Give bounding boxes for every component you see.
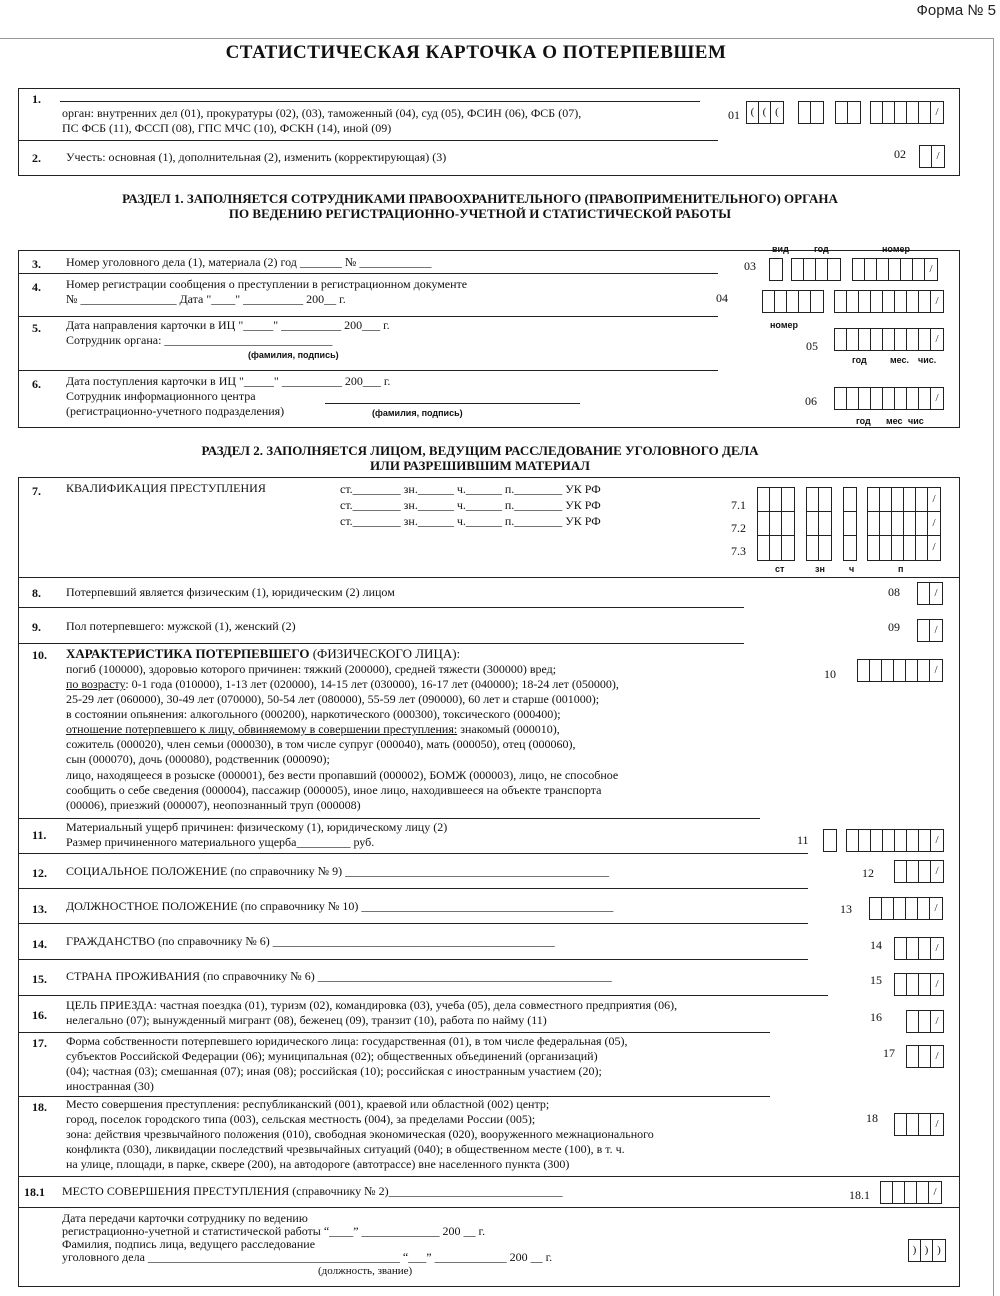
item10-heading-bold: ХАРАКТЕРИСТИКА ПОТЕРПЕВШЕГО (66, 646, 310, 661)
divider (18, 923, 808, 924)
item3-label-god: год (814, 244, 829, 254)
item11-code: 11 (797, 833, 809, 847)
item6-code: 06 (805, 394, 817, 408)
item5-label-mes: мес. (890, 355, 910, 365)
item10-code: 10 (824, 667, 836, 681)
section1-heading-line1: РАЗДЕЛ 1. ЗАПОЛНЯЕТСЯ СОТРУДНИКАМИ ПРАВООХРАНИТЕЛЬНОГО (ПРАВОПРИМЕНИТЕЛЬНОГО) ОРГАНА (122, 191, 838, 206)
item7-code-1: 7.1 (731, 498, 746, 512)
item1-code: 01 (728, 108, 740, 122)
divider (18, 888, 808, 889)
item17-text-line2: субъектов Российской Федерации (06); муниципальная (02); общественных объединений (организаций) (66, 1049, 598, 1063)
item1-code-cells-b[interactable] (798, 101, 824, 124)
item17-code-cells[interactable]: / (906, 1045, 944, 1068)
item17-text-line4: иностранная (30) (66, 1079, 154, 1093)
item3-cells-vid[interactable] (769, 258, 783, 281)
item15-code-cells[interactable]: / (894, 973, 944, 996)
item10-line7: сын (000070), дочь (000080), родственник (000090); (66, 752, 330, 766)
item6-label-god: год (856, 416, 871, 426)
item10-heading (66, 646, 460, 661)
item10-line4: в состоянии опьянения: алкогольного (000200), наркотического (000300), токсического (000400); (66, 707, 561, 721)
section2-heading-line2: ИЛИ РАЗРЕШИВШИМ МАТЕРИАЛ (370, 458, 590, 473)
item18-1-code: 18.1 (849, 1188, 870, 1202)
item10-line6: сожитель (000020), член семьи (000030), в том числе супруг (000040), мать (000050), отец (000060), (66, 737, 576, 751)
item5-cells-date[interactable]: / (834, 328, 944, 351)
item10-line2 (66, 677, 619, 692)
item7-col-ch: ч (849, 564, 855, 574)
item13-code: 13 (840, 902, 852, 916)
item10-line5 (66, 722, 560, 737)
item11-text-line2: Размер причиненного материального ущерба_________ руб. (66, 835, 375, 849)
item3-cells-god[interactable] (791, 258, 841, 281)
form-number: Форма № 5 (916, 2, 996, 19)
item8-number: 8. (32, 586, 41, 600)
item5-text-line1: Дата направления карточки в ИЦ "_____" __________ 200___ г. (66, 318, 390, 332)
item12-number: 12. (32, 866, 47, 880)
item18-text-line5: на улице, площади, в парке, сквере (200), на автодороге (автотрассе) вне населенного пункта (300) (66, 1157, 570, 1171)
divider (18, 959, 808, 960)
item16-number: 16. (32, 1008, 47, 1022)
item10-line5-rest: знакомый (000010), (457, 722, 560, 736)
item1-fill-line (60, 101, 700, 102)
item10-heading-suffix: (ФИЗИЧЕСКОГО ЛИЦА): (309, 646, 461, 661)
item6-cells-date[interactable]: / (834, 387, 944, 410)
item16-text-line1: ЦЕЛЬ ПРИЕЗДА: частная поездка (01), туризм (02), командировка (03), учеба (05), дела совместного предприятия (06), (66, 998, 678, 1012)
item1-code-cells-a[interactable]: ( ( ( (746, 101, 784, 124)
item8-code-cells[interactable]: / (917, 582, 943, 605)
item6-text-line1: Дата поступления карточки в ИЦ "_____" __________ 200___ г. (66, 374, 391, 388)
footer-line3: Фамилия, подпись лица, ведущего расследование (62, 1237, 316, 1251)
item2-code: 02 (894, 147, 906, 161)
item11-text-line1: Материальный ущерб причинен: физическому (1), юридическому лицу (2) (66, 820, 448, 834)
item10-line3: 25-29 лет (060000), 30-49 лет (070000), 50-54 лет (080000), 55-59 лет (090000), 60 лет и старше (001000); (66, 692, 600, 706)
item7-code-3: 7.3 (731, 544, 746, 558)
item9-number: 9. (32, 620, 41, 634)
item5-label-chis: чис. (918, 355, 937, 365)
item3-cells-nomer[interactable]: / (852, 258, 938, 281)
item6-signature-line (325, 403, 580, 404)
item14-code-cells[interactable]: / (894, 937, 944, 960)
item18-text-line3: зона: действия чрезвычайного положения (010), свободная экономическая (020), вооруженного межнационального (66, 1127, 654, 1141)
section1-heading-line2: ПО ВЕДЕНИЮ РЕГИСТРАЦИОННО-УЧЕТНОЙ И СТАТИСТИЧЕСКОЙ РАБОТЫ (228, 206, 732, 221)
item7-grid-ch[interactable] (843, 487, 857, 561)
item13-code-cells[interactable]: / (869, 897, 943, 920)
footer-caption: (должность, звание) (318, 1265, 413, 1277)
item6-text-line2: Сотрудник информационного центра (66, 389, 256, 403)
item7-grid-p[interactable]: / / / (867, 487, 941, 561)
item11-cells-amount[interactable]: / (846, 829, 944, 852)
item11-cells-type[interactable] (823, 829, 837, 852)
item7-grid-zn[interactable] (806, 487, 832, 561)
item2-text: Учесть: основная (1), дополнительная (2), изменить (корректирующая) (3) (66, 150, 447, 164)
footer-line4: уголовного дела __________________________________________ “___” ____________ 200 __ г. (62, 1250, 553, 1264)
item3-code: 03 (744, 259, 756, 273)
item17-number: 17. (32, 1036, 47, 1050)
item7-label: КВАЛИФИКАЦИЯ ПРЕСТУПЛЕНИЯ (66, 481, 266, 495)
divider (18, 1176, 960, 1177)
item1-code-cells-d[interactable]: / (870, 101, 944, 124)
item14-code: 14 (870, 938, 882, 952)
footer-code-cells[interactable]: ) ) ) (908, 1239, 946, 1262)
item18-number: 18. (32, 1100, 47, 1114)
divider (18, 140, 718, 141)
item1-text-line1: орган: внутренних дел (01), прокуратуры (02), (03), таможенный (04), суд (05), ФСИН (06), ФСБ (07), (62, 106, 582, 120)
item15-text: СТРАНА ПРОЖИВАНИЯ (по справочнику № 6) _________________________________________________ (66, 969, 612, 983)
section2-heading-line1: РАЗДЕЛ 2. ЗАПОЛНЯЕТСЯ ЛИЦОМ, ВЕДУЩИМ РАССЛЕДОВАНИЕ УГОЛОВНОГО ДЕЛА (201, 443, 759, 458)
item3-number: 3. (32, 257, 41, 271)
item17-code: 17 (883, 1046, 895, 1060)
item8-code: 08 (888, 585, 900, 599)
item1-text-line2: ПС ФСБ (11), ФССП (08), ГПС МЧС (10), ФСКН (14), иной (09) (62, 121, 392, 135)
item4-cells-date[interactable]: / (834, 290, 944, 313)
item18-1-text: МЕСТО СОВЕРШЕНИЯ ПРЕСТУПЛЕНИЯ (справочнику № 2)_____________________________ (62, 1184, 563, 1198)
divider (18, 1207, 960, 1208)
item7-row-3: ст.________ зн.______ ч.______ п.________ УК РФ (340, 514, 601, 528)
item7-col-zn: зн (815, 564, 825, 574)
item7-row-2: ст.________ зн.______ ч.______ п.________ УК РФ (340, 498, 601, 512)
item12-code-cells[interactable]: / (894, 860, 944, 883)
item10-code-cells[interactable]: / (857, 659, 943, 682)
item11-number: 11. (32, 828, 47, 842)
item18-text-line4: конфликта (030), ликвидации последствий чрезвычайных ситуаций (040); в общественном месте (100), в т. ч. (66, 1142, 625, 1156)
item6-number: 6. (32, 377, 41, 391)
item4-number: 4. (32, 280, 41, 294)
item13-number: 13. (32, 902, 47, 916)
item16-text-line2: нелегально (07); вынужденный мигрант (08), беженец (09), транзит (10), работа по найму (11) (66, 1013, 547, 1027)
item3-label-vid: вид (772, 244, 789, 254)
item6-text-line3: (регистрационно-учетного подразделения) (66, 404, 285, 418)
item12-text: СОЦИАЛЬНОЕ ПОЛОЖЕНИЕ (по справочнику № 9) ____________________________________________ (66, 864, 610, 878)
divider (18, 818, 760, 819)
item18-code-cells[interactable]: / (894, 1113, 944, 1136)
item9-code: 09 (888, 620, 900, 634)
item6-label-mes: мес (886, 416, 903, 426)
item3-text: Номер уголовного дела (1), материала (2) год _______ № ____________ (66, 255, 432, 269)
item5-code: 05 (806, 339, 818, 353)
item12-code: 12 (862, 866, 874, 880)
item5-number: 5. (32, 321, 41, 335)
item17-text-line3: (04); частная (03); смешанная (07); иная (08); российская (10); российская с иностранным участием (20); (66, 1064, 602, 1078)
item18-1-number: 18.1 (24, 1185, 45, 1199)
item10-line8: лицо, находящееся в розыске (000001), без вести пропавший (000002), БОМЖ (000003), лицо, не способное (66, 768, 619, 782)
item7-grid-st[interactable] (757, 487, 795, 561)
item18-text-line2: город, поселок городского типа (003), сельская местность (004), за пределами России (005); (66, 1112, 536, 1126)
item4-code: 04 (716, 291, 728, 305)
item2-number: 2. (32, 151, 41, 165)
item10-line10: (00006), приезжий (000007), неопознанный труп (000008) (66, 798, 361, 812)
item5-text-line2: Сотрудник органа: ____________________________ (66, 333, 333, 347)
item9-text: Пол потерпевшего: мужской (1), женский (2) (66, 619, 296, 633)
divider (18, 607, 744, 608)
item10-line5-underlined: отношение потерпевшего к лицу, обвиняемому в совершении преступления: (66, 722, 458, 736)
item1-code-cells-c[interactable] (835, 101, 861, 124)
divider (18, 316, 718, 317)
item10-line2-rest: : 0-1 года (010000), 1-13 лет (020000), 14-15 лет (030000), 16-17 лет (040000); 18-24 лет (050000), (125, 677, 619, 691)
item16-code: 16 (870, 1010, 882, 1024)
divider (18, 273, 718, 274)
item15-number: 15. (32, 972, 47, 986)
item10-line2-underlined: по возрасту (66, 677, 126, 691)
item5-label-god: год (852, 355, 867, 365)
item4-label-nomer: номер (770, 320, 798, 330)
item10-number: 10. (32, 648, 47, 662)
divider (18, 643, 744, 644)
item6-label-chis: чис (908, 416, 924, 426)
item6-caption: (фамилия, подпись) (372, 408, 463, 418)
divider (18, 995, 828, 996)
item5-caption: (фамилия, подпись) (248, 350, 339, 360)
footer-line1: Дата передачи карточки сотруднику по ведению (62, 1211, 308, 1225)
divider (18, 370, 718, 371)
item17-text-line1: Форма собственности потерпевшего юридического лица: государственная (01), в том числе федеральная (05), (66, 1034, 628, 1048)
item18-1-code-cells[interactable]: / (880, 1181, 942, 1204)
item4-text-line2: № ________________ Дата "____" __________ 200__ г. (66, 292, 346, 306)
item4-text-line1: Номер регистрации сообщения о преступлении в регистрационном документе (66, 277, 468, 291)
item10-line1: погиб (100000), здоровью которого причинен: тяжкий (200000), средней тяжести (300000) вред; (66, 662, 557, 676)
divider (18, 577, 960, 578)
item7-number: 7. (32, 484, 41, 498)
item1-number: 1. (32, 92, 41, 106)
item8-text: Потерпевший является физическим (1), юридическим (2) лицом (66, 585, 395, 599)
divider (18, 853, 808, 854)
item18-code: 18 (866, 1111, 878, 1125)
page-title: СТАТИСТИЧЕСКАЯ КАРТОЧКА О ПОТЕРПЕВШЕМ (225, 42, 727, 63)
item7-col-st: ст (775, 564, 785, 574)
item13-text: ДОЛЖНОСТНОЕ ПОЛОЖЕНИЕ (по справочнику № 10) __________________________________________ (66, 899, 614, 913)
item4-cells-nomer[interactable] (762, 290, 824, 313)
item7-col-p: п (898, 564, 904, 574)
item3-label-nomer: номер (882, 244, 910, 254)
item14-number: 14. (32, 937, 47, 951)
item15-code: 15 (870, 973, 882, 987)
item10-line9: сообщить о себе сведения (000004), пассажир (000005), иное лицо, находившееся на объекте транспорта (66, 783, 602, 797)
divider (18, 1032, 770, 1033)
item7-row-1: ст.________ зн.______ ч.______ п.________ УК РФ (340, 482, 601, 496)
item2-code-cells[interactable]: / (919, 145, 945, 168)
item18-text-line1: Место совершения преступления: республиканский (001), краевой или областной (002) центр; (66, 1097, 550, 1111)
item14-text: ГРАЖДАНСТВО (по справочнику № 6) _______________________________________________ (66, 934, 555, 948)
item7-code-2: 7.2 (731, 521, 746, 535)
footer-line2: регистрационно-учетной и статистической работы “____” _____________ 200 __ г. (62, 1224, 486, 1238)
item16-code-cells[interactable]: / (906, 1010, 944, 1033)
item9-code-cells[interactable]: / (917, 619, 943, 642)
